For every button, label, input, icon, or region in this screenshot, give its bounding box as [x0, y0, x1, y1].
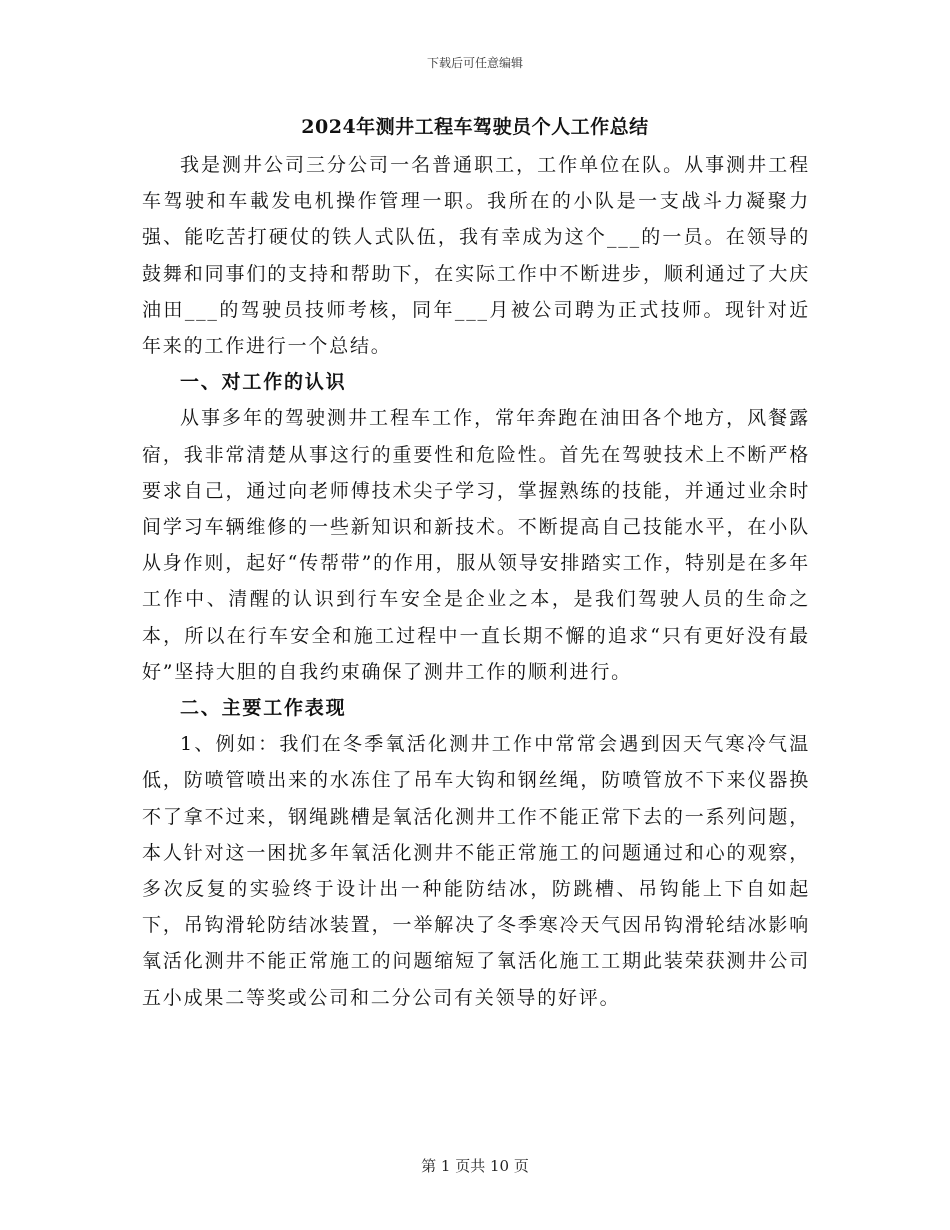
page-footer: 第 1 页共 10 页	[421, 1157, 529, 1175]
header-note: 下载后可任意编辑	[426, 56, 523, 70]
intro-paragraph: 我是测井公司三分公司一名普通职工，工作单位在队。从事测井工程车驾驶和车載发电机操作管理一职。我所在的小队是一支战斗力凝聚力强、能吃苦打硬仗的铁人式队伍，我有幸成为这个___的一员。在领导的鼓舞和同事们的支持和帮助下，在实际工作中不断进步，顺利通过了大庆油田___的驾驶员技师考核，同年___月被公司聘为正式技师。现针对近年来的工作进行一个总结。	[142, 154, 810, 358]
section-heading-1: 一、对工作的认识	[180, 371, 347, 394]
section-heading-2: 二、主要工作表现	[180, 697, 347, 720]
section-2-paragraph: 1、例如：我们在冬季氧活化测井工作中常常会遇到因天气寒冷气温低，防喷管喷出来的水冻住了吊车大钩和钢丝绳，防喷管放不下来仪器换不了拿不过来，钢绳跳槽是氧活化测井工作不能正常下去的一系列问题，本人针对这一困扰多年氧活化测井不能正常施工的问题通过和心的观察，多次反复的实验终于设计出一种能防结冰，防跳槽、吊钩能上下自如起下，吊钩滑轮防结冰装置，一举解决了冬季寒冷天气因吊钩滑轮结冰影响氧活化测井不能正常施工的问题缩短了氧活化施工工期此装荣获测井公司五小成果二等奖或公司和二分公司有关领导的好评。	[142, 733, 810, 1009]
section-1-paragraph: 从事多年的驾驶测井工程车工作，常年奔跑在油田各个地方，风餐露宿，我非常清楚从事这行的重要性和危险性。首先在驾驶技术上不断严格要求自己，通过向老师傅技术尖子学习，掌握熟练的技能，并通过业余时间学习车辆维修的一些新知识和新技术。不断提高自己技能水平，在小队从身作则，起好“传帮带”的作用，服从领导安排踏实工作，特别是在多年工作中、清醒的认识到行车安全是企业之本，是我们驾驶人员的生命之本，所以在行车安全和施工过程中一直长期不懈的追求“只有更好没有最好”坚持大胆的自我约束确保了测井工作的顺利进行。	[142, 407, 810, 683]
document-title: 2024年测井工程车驾驶员个人工作总结	[301, 116, 649, 138]
document-body	[142, 147, 810, 1016]
